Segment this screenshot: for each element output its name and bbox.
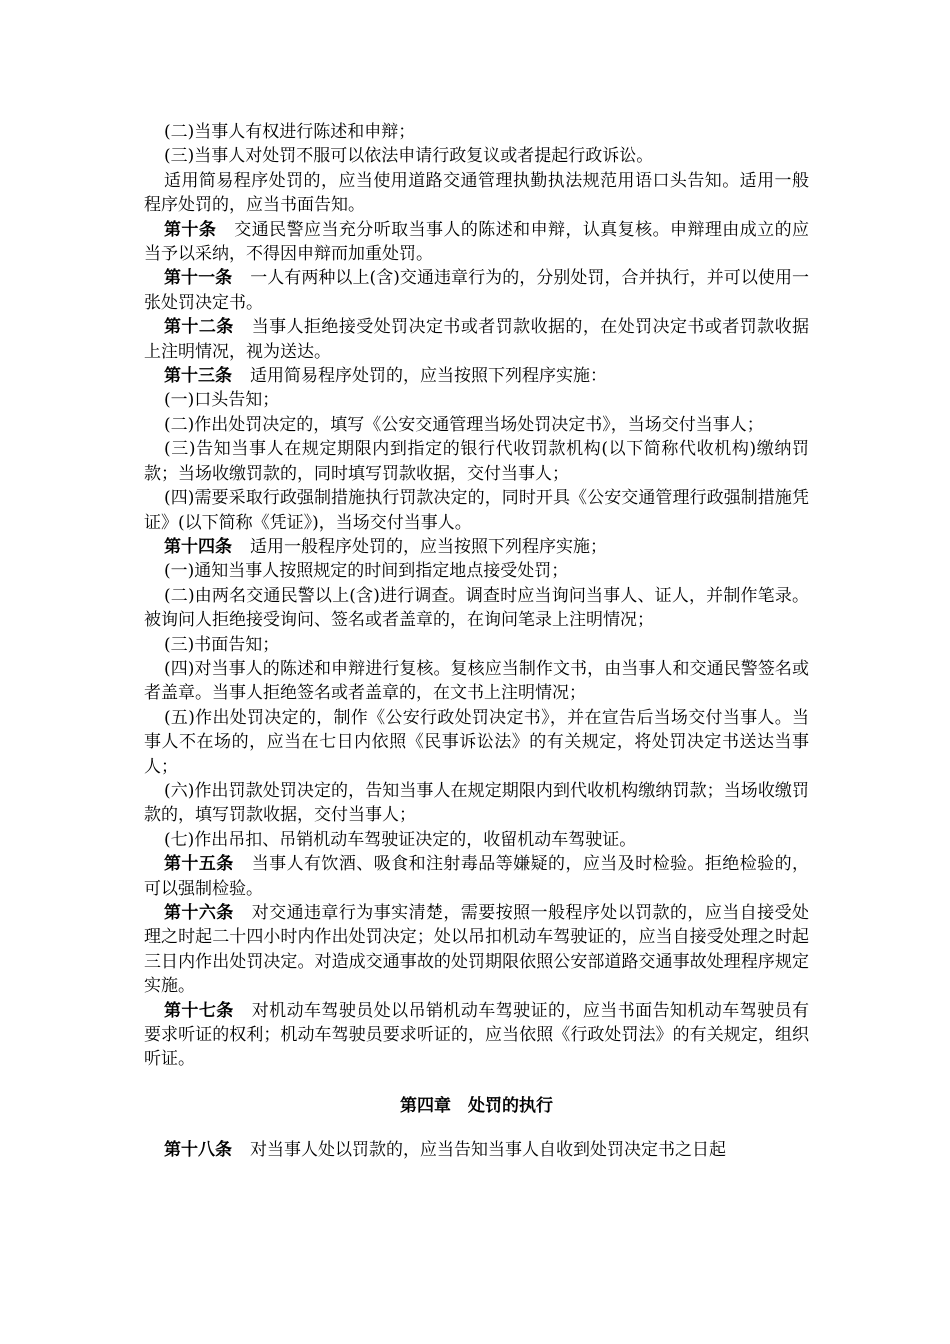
paragraph [144, 1138, 809, 1162]
paragraph-text: (三)书面告知； [164, 634, 280, 655]
paragraph [144, 999, 809, 1072]
article-number: 第十四条 [164, 536, 232, 557]
paragraph-text: (二)当事人有权进行陈述和申辩； [164, 122, 416, 142]
paragraph [144, 584, 809, 633]
paragraph [144, 218, 809, 267]
paragraph [144, 437, 809, 486]
article-number: 第十八条 [164, 1140, 232, 1161]
paragraph-text: (七)作出吊扣、吊销机动车驾驶证决定的，收留机动车驾驶证。 [164, 829, 637, 850]
paragraph-text: 对机动车驾驶员处以吊销机动车驾驶证的，应当书面告知机动车驾驶员有要求听证的权利；机动车驾驶员要求听证的，应当依照《行政处罚法》的有关规定，组织听证。 [144, 1000, 810, 1070]
paragraph [144, 828, 809, 852]
paragraph-text: (三)当事人对处罚不服可以依法申请行政复议或者提起行政诉讼。 [164, 146, 654, 167]
article-number: 第十条 [164, 219, 217, 240]
paragraph-text: (二)由两名交通民警以上(含)进行调查。调查时应当询问当事人、证人，并制作笔录。被询问人拒绝接受询问、签名或者盖章的，在询问笔录上注明情况； [144, 585, 809, 631]
paragraph-text: (一)口头告知； [164, 390, 280, 411]
paragraph-text: 当事人拒绝接受处罚决定书或者罚款收据的，在处罚决定书或者罚款收据上注明情况，视为送达。 [144, 317, 810, 362]
paragraph [144, 559, 809, 583]
article-block [144, 1138, 809, 1162]
paragraph-text: (三)告知当事人在规定期限内到指定的银行代收罚款机构(以下简称代收机构)缴纳罚款；当场收缴罚款的，同时填写罚款收据，交付当事人； [144, 439, 809, 484]
paragraph [144, 144, 809, 168]
paragraph-text: (二)作出处罚决定的，填写《公安交通管理当场处罚决定书》，当场交付当事人； [164, 414, 764, 435]
paragraph [144, 706, 809, 779]
article-number: 第十七条 [164, 1000, 234, 1021]
paragraph [144, 388, 809, 412]
paragraph-text: (一)通知当事人按照规定的时间到指定地点接受处罚； [164, 561, 569, 582]
paragraph-text: (四)需要采取行政强制措施执行罚款决定的，同时开具《公安交通管理行政强制措施凭证》(以下简称《凭证》)，当场交付当事人。 [144, 488, 809, 533]
paragraph [144, 486, 809, 535]
article-number: 第十一条 [164, 268, 233, 289]
chapter-heading: 第四章 处罚的执行 [400, 1095, 553, 1116]
article-block [144, 120, 809, 1072]
paragraph-text: 对交通违章行为事实清楚，需要按照一般程序处以罚款的，应当自接受处理之时起二十四小时内作出处罚决定；处以吊扣机动车驾驶证的，应当自接受处理之时起三日内作出处罚决定。对造成交通事故的处罚期限依照公安部道路交通事故处理程序规定实施。 [144, 903, 810, 997]
paragraph [144, 633, 809, 657]
paragraph-text: 适用简易程序处罚的，应当使用道路交通管理执勤执法规范用语口头告知。适用一般程序处罚的，应当书面告知。 [144, 170, 809, 216]
paragraph [144, 852, 809, 901]
article-number: 第十五条 [164, 854, 234, 875]
paragraph [144, 901, 809, 999]
paragraph-text: 适用一般程序处罚的，应当按照下列程序实施； [250, 536, 607, 557]
paragraph-text: 对当事人处以罚款的，应当告知当事人自收到处罚决定书之日起 [250, 1140, 726, 1161]
paragraph [144, 364, 809, 388]
paragraph-text: 适用简易程序处罚的，应当按照下列程序实施： [250, 366, 607, 387]
paragraph-text: 一人有两种以上(含)交通违章行为的，分别处罚，合并执行，并可以使用一张处罚决定书。 [144, 268, 809, 313]
document-page [144, 120, 809, 1163]
paragraph [144, 413, 809, 437]
article-number: 第十三条 [164, 366, 232, 387]
paragraph-text: (五)作出处罚决定的，制作《公安行政处罚决定书》，并在宣告后当场交付当事人。当事人不在场的，应当在七日内依照《民事诉讼法》的有关规定，将处罚决定书送达当事人； [144, 707, 809, 777]
paragraph [144, 169, 809, 218]
paragraph [144, 120, 809, 144]
article-number: 第十六条 [164, 903, 234, 923]
paragraph-text: 交通民警应当充分听取当事人的陈述和申辩，认真复核。申辩理由成立的应当予以采纳，不得因申辩而加重处罚。 [144, 219, 810, 265]
paragraph-text: (六)作出罚款处罚决定的，告知当事人在规定期限内到代收机构缴纳罚款；当场收缴罚款的，填写罚款收据，交付当事人； [144, 780, 809, 826]
paragraph [144, 657, 809, 706]
article-number: 第十二条 [164, 317, 234, 338]
paragraph [144, 535, 809, 559]
paragraph-text: 当事人有饮酒、吸食和注射毒品等嫌疑的，应当及时检验。拒绝检验的，可以强制检验。 [144, 854, 810, 899]
paragraph [144, 779, 809, 828]
paragraph [144, 315, 809, 364]
paragraph [144, 266, 809, 315]
paragraph-text: (四)对当事人的陈述和申辩进行复核。复核应当制作文书，由当事人和交通民警签名或者盖章。当事人拒绝签名或者盖章的，在文书上注明情况； [144, 658, 809, 704]
